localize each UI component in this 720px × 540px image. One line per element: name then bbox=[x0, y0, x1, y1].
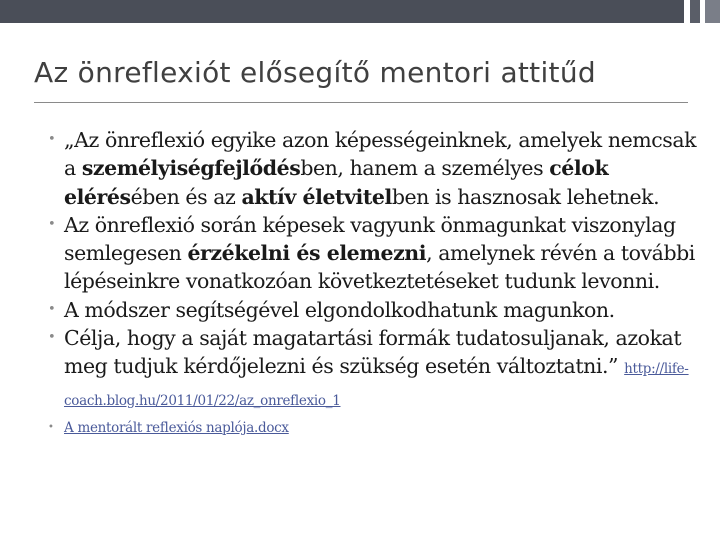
bold-text: aktív életvitel bbox=[241, 184, 392, 209]
bullet-text: , amelynek révén a további lépéseinkre vonatkozóan következtetéseket tudunk levonni. bbox=[64, 241, 695, 294]
bold-text: érzékelni és elemezni bbox=[187, 241, 427, 266]
slide-content bbox=[48, 126, 698, 439]
bullet-icon: • bbox=[48, 216, 56, 232]
bullet-icon: • bbox=[48, 421, 54, 433]
source-link[interactable]: http://life-coach.blog.hu/2011/01/22/az_onreflexio_1 bbox=[64, 361, 689, 409]
bullet-icon: • bbox=[48, 330, 56, 346]
bullet-text: Célja, hogy a saját magatartási formák tudatosuljanak, azokat meg tudjuk kérdőjelezni és szükség esetén változtatni.” bbox=[64, 326, 682, 379]
accent-bar-segment bbox=[0, 0, 684, 23]
bullet-icon: • bbox=[48, 301, 56, 317]
accent-bar-segment bbox=[690, 0, 700, 23]
bullet-text: ben, hanem a személyes bbox=[300, 156, 550, 181]
bullet-icon: • bbox=[48, 132, 56, 147]
bullet-item bbox=[48, 126, 698, 211]
accent-bar-segment bbox=[705, 0, 720, 23]
bold-text: célok elérés bbox=[64, 156, 609, 209]
bullet-text: Az önreflexió során képesek vagyunk önmagunkat viszonylag semlegesen bbox=[64, 212, 676, 266]
top-accent-bar bbox=[0, 0, 720, 23]
bullet-item bbox=[48, 296, 698, 324]
bold-text: személyiségfejlődés bbox=[81, 156, 301, 181]
bullet-text: ben is hasznosak lehetnek. bbox=[391, 184, 660, 209]
bullet-text: ében és az bbox=[130, 184, 242, 209]
bullet-item bbox=[48, 211, 698, 296]
title-divider bbox=[34, 102, 688, 103]
bullet-text: A módszer segítségével elgondolkodhatunk magunkon. bbox=[64, 297, 615, 322]
bullet-text: „Az önreflexió egyike azon képességeinknek, amelyek nemcsak a bbox=[64, 128, 697, 181]
attachment-link[interactable]: A mentorált reflexiós naplója.docx bbox=[64, 419, 289, 436]
slide-title: Az önreflexiót elősegítő mentori attitűd bbox=[34, 56, 596, 89]
attachment-item bbox=[48, 417, 698, 439]
bullet-item bbox=[48, 324, 698, 415]
